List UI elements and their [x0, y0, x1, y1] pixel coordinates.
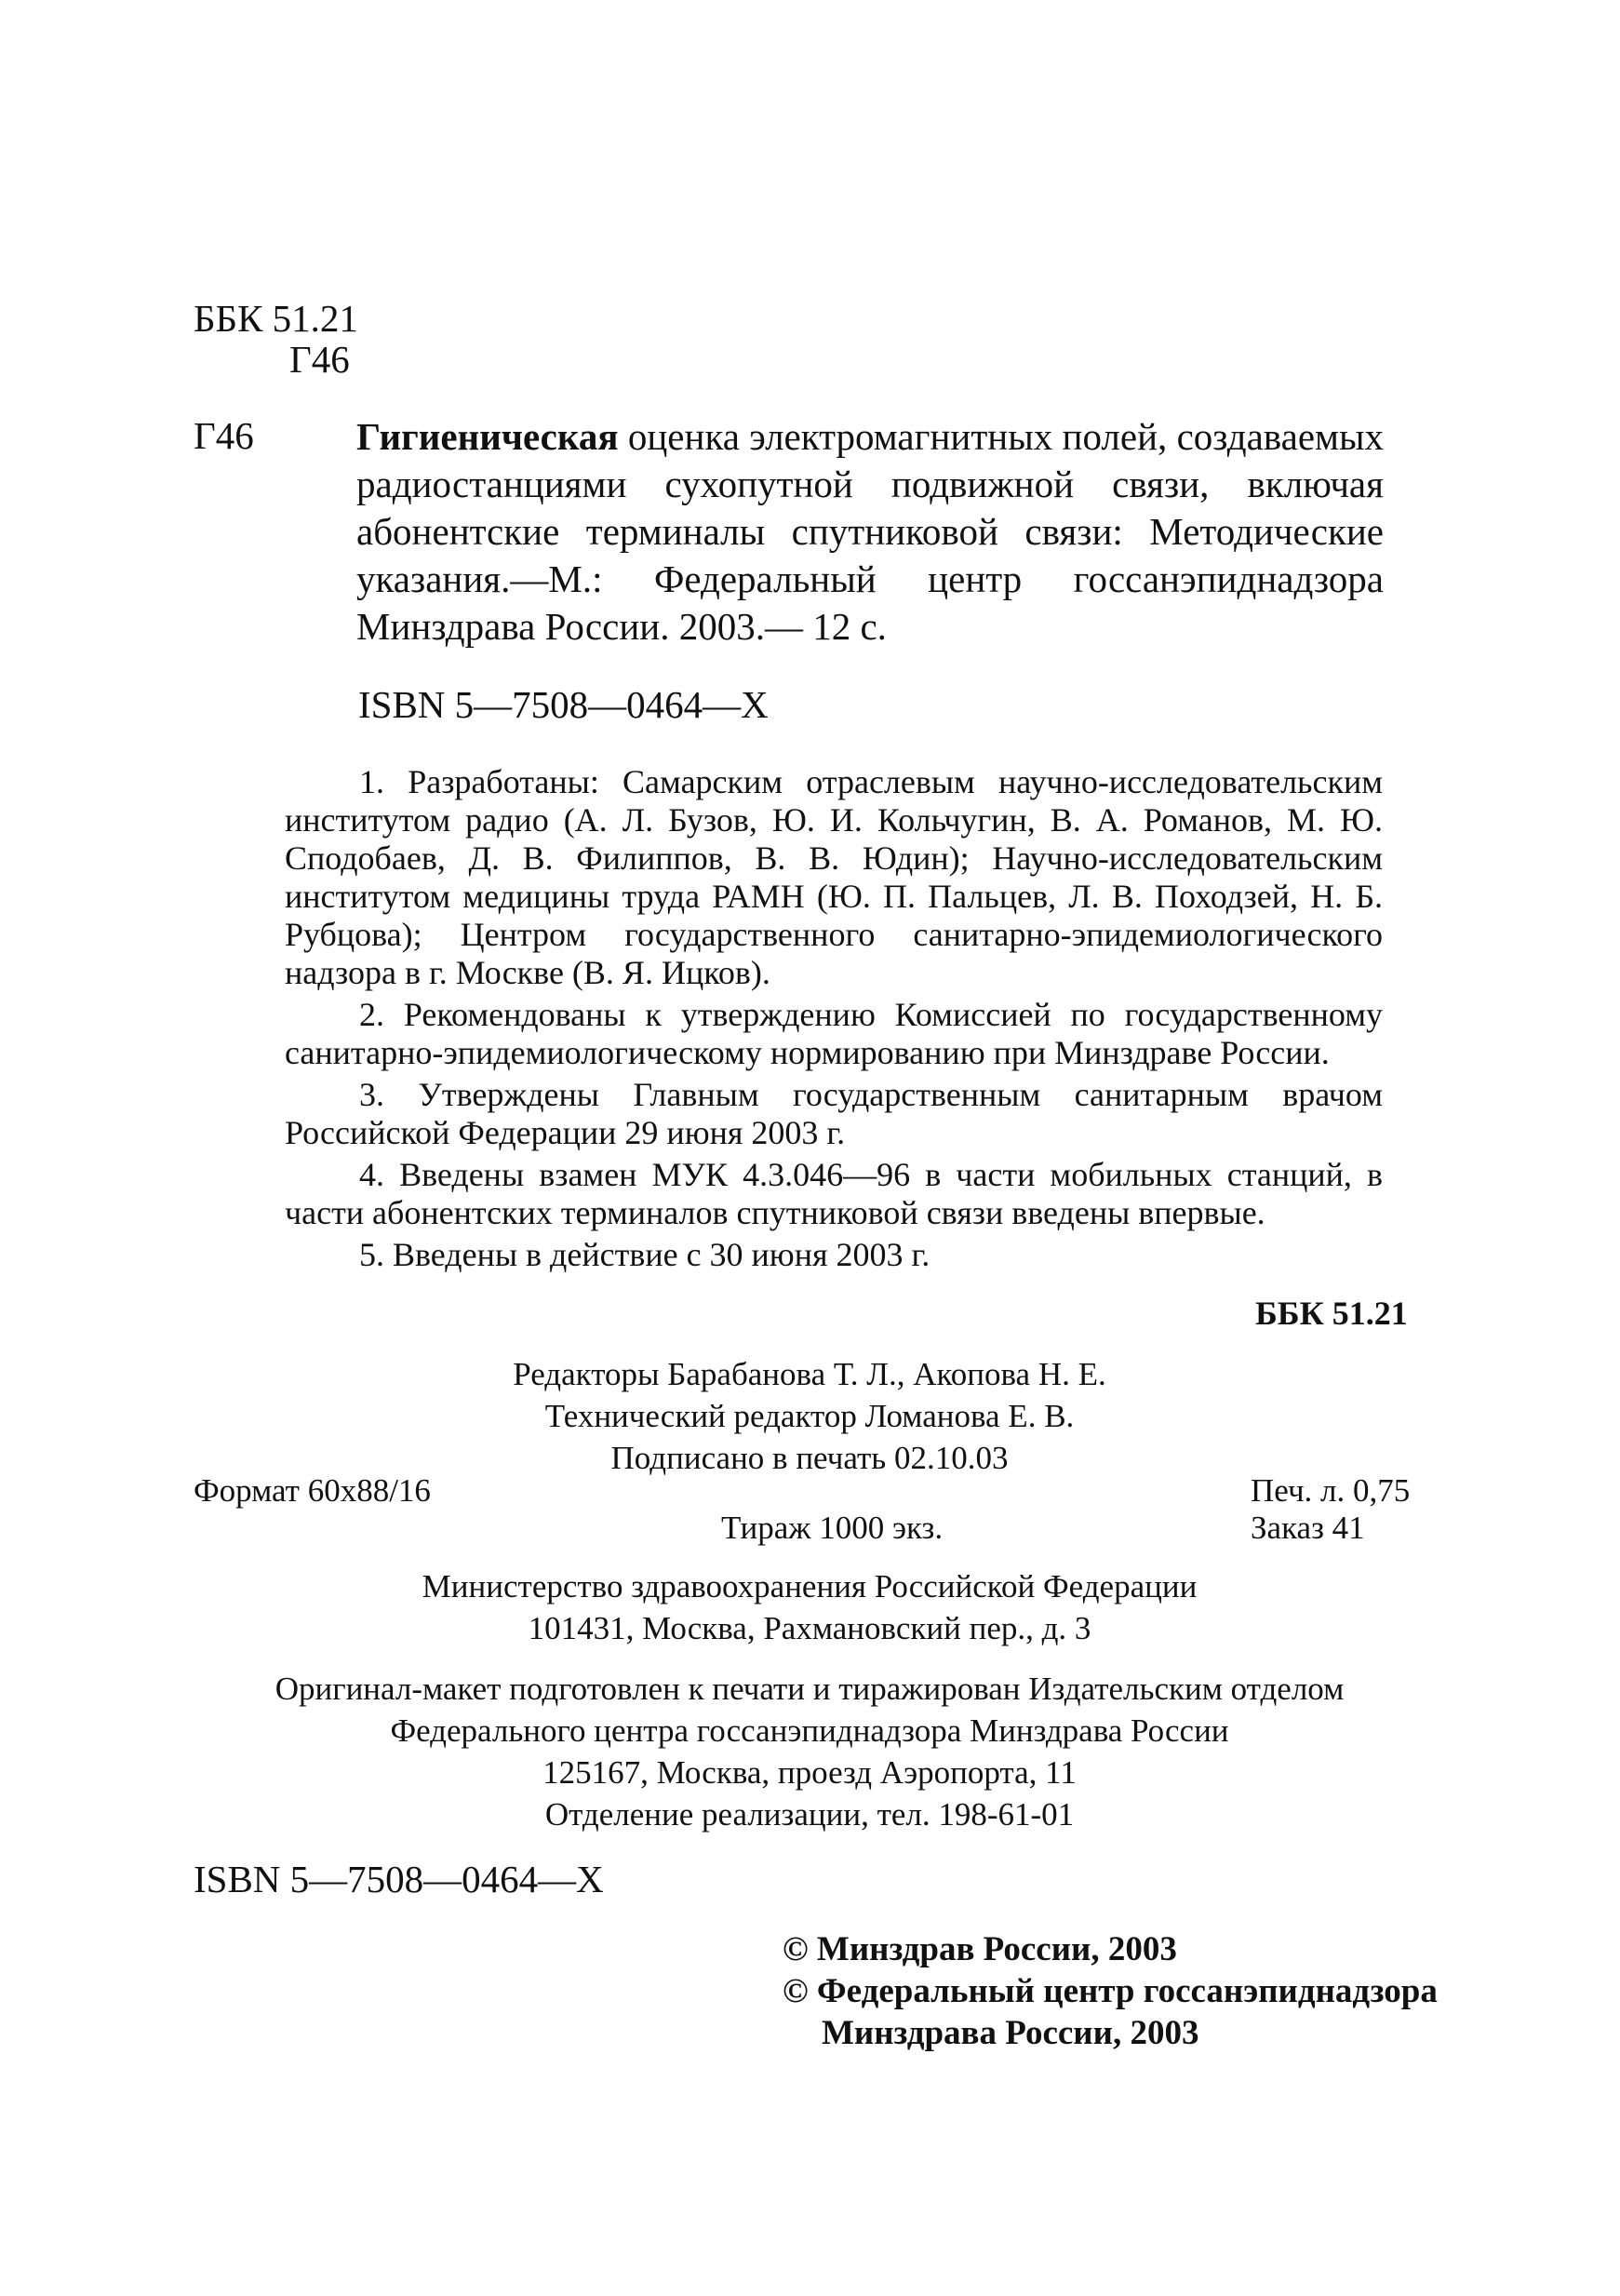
title-bold: Гигиеническая [356, 415, 619, 458]
original-layout-line: Федерального центра госсанэпиднадзора Минздрава России [390, 1712, 1229, 1749]
bbk-code: ББК 51.21 [194, 297, 358, 340]
author-mark: Г46 [289, 338, 350, 381]
author-mark-side: Г46 [194, 414, 254, 457]
editors: Редакторы Барабанова Т. Л., Акопова Н. Е. [513, 1356, 1106, 1392]
signed-date: Подписано в печать 02.10.03 [610, 1440, 1009, 1476]
original-layout-line: Оригинал-макет подготовлен к печати и тиражирован Издательским отделом [274, 1671, 1345, 1707]
info-item: 1. Разработаны: Самарским отраслевым научно-исследовательским институтом радио (А. Л. Бузов, Ю. И. Кольчугин, В. А. Романов, М. Ю. Сподобаев, Д. В. Филиппов, В. В. Юдин); Научно-исследовательским институтом медицины труда РАМН (Ю. П. Пальцев, Л. В. Походзей, Н. Б. Рубцова); Центром государственного санитарно-эпидемиологического надзора в г. Москве (В. Я. Ицков). [285, 763, 1383, 991]
order-number: Заказ 41 [1251, 1510, 1365, 1546]
copyright-line: © Федеральный центр госсанэпиднадзора [783, 1972, 1438, 2010]
isbn-top: ISBN 5—7508—0464—X [358, 683, 769, 726]
info-item: 5. Введены в действие с 30 июня 2003 г. [359, 1236, 930, 1273]
info-item: 3. Утверждены Главным государственным санитарным врачом Российской Федерации 29 июня 2003 г. [285, 1076, 1383, 1151]
format: Формат 60x88/16 [194, 1472, 431, 1509]
bibliographic-description [356, 413, 1384, 651]
copyright-line: Минздрава России, 2003 [822, 2014, 1199, 2052]
print-run: Тираж 1000 экз. [721, 1510, 944, 1546]
bbk-code-right: ББК 51.21 [1255, 1295, 1408, 1332]
original-layout-line: 125167, Москва, проезд Аэропорта, 11 [542, 1754, 1077, 1791]
info-item: 2. Рекомендованы к утверждению Комиссией по государственному санитарно-эпидемиологическому нормированию при Минздраве России. [285, 996, 1383, 1071]
tech-editor: Технический редактор Ломанова Е. В. [544, 1398, 1075, 1434]
isbn-bottom: ISBN 5—7508—0464—X [194, 1858, 604, 1900]
info-list [285, 763, 1383, 1274]
description-text: оценка электромагнитных полей, создаваемых радиостанциями сухопутной подвижной связи, включая абонентские терминалы спутниковой связи: Методические указания.—М.: Федеральный центр госсанэпиднадзора Минздрава России. 2003.— 12 с. [356, 415, 1385, 648]
copyright-line: © Минздрав России, 2003 [783, 1930, 1177, 1968]
info-item: 4. Введены взамен МУК 4.3.046—96 в части мобильных станций, в части абонентских терминалов спутниковой связи введены впервые. [285, 1156, 1383, 1231]
publisher-name: Министерство здравоохранения Российской Федерации [422, 1568, 1198, 1605]
publisher-address: 101431, Москва, Рахмановский пер., д. 3 [528, 1610, 1091, 1646]
print-sheets: Печ. л. 0,75 [1251, 1472, 1411, 1509]
original-layout-line: Отделение реализации, тел. 198-61-01 [544, 1796, 1075, 1833]
